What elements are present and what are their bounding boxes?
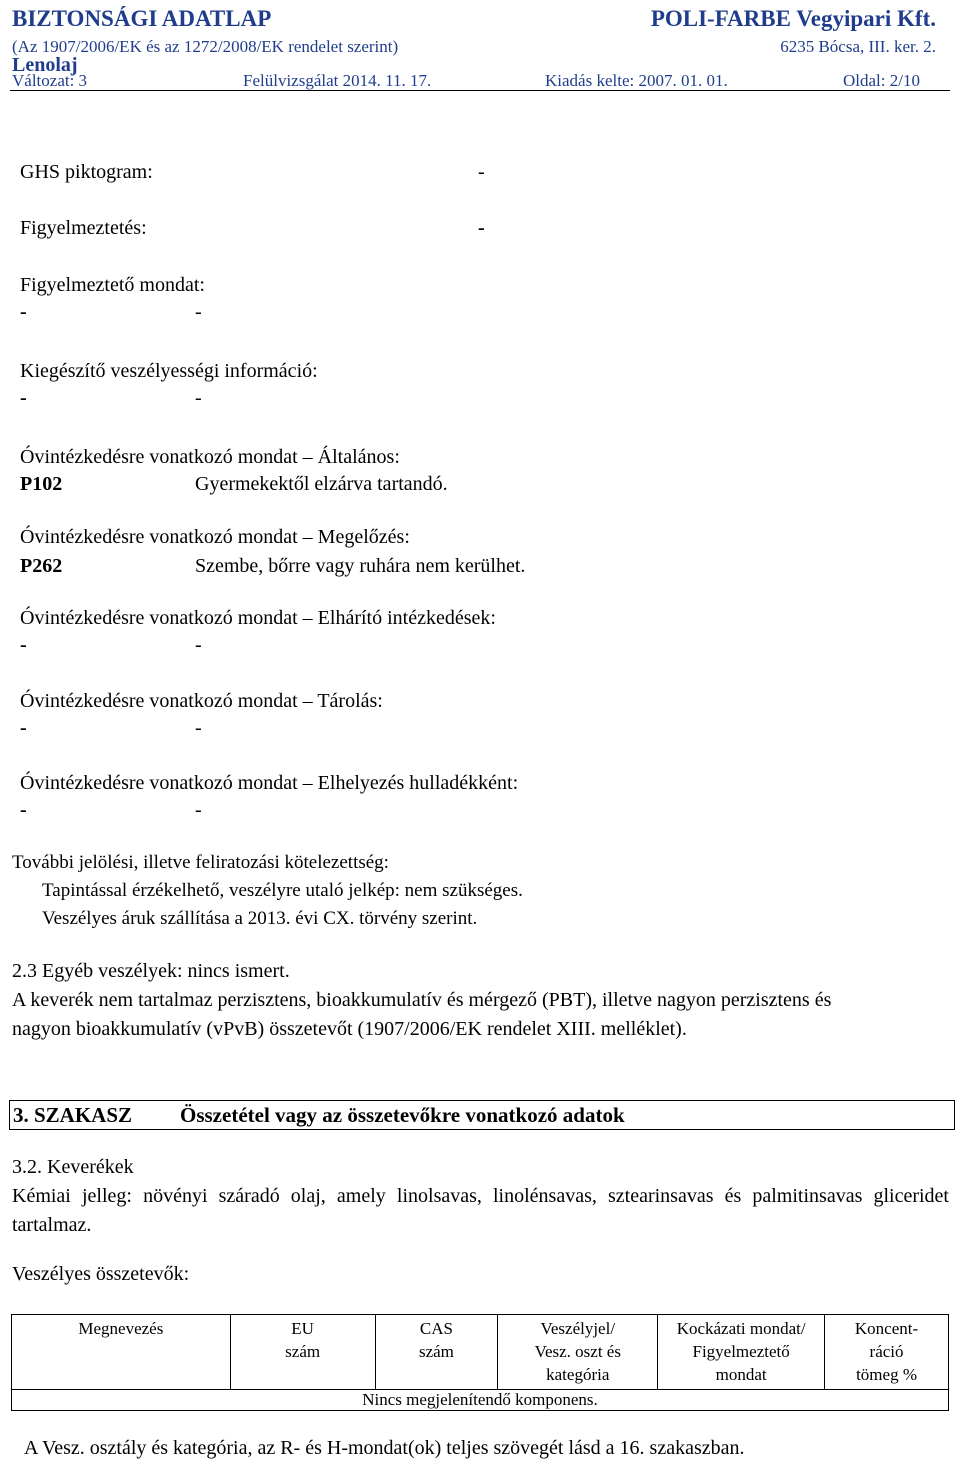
further-labelling-title: További jelölési, illetve feliratozási kötelezettség: (12, 852, 389, 873)
precaution-response-text: - (195, 634, 202, 656)
signal-word-label: Figyelmeztetés: (20, 217, 147, 239)
section-3-number: 3. SZAKASZ (13, 1103, 133, 1127)
company-name: POLI-FARBE Vegyipari Kft. (650, 6, 936, 31)
precaution-general-text: Gyermekektől elzárva tartandó. (195, 473, 448, 495)
other-hazards-title: 2.3 Egyéb veszélyek: nincs ismert. (12, 960, 290, 982)
document-title: BIZTONSÁGI ADATLAP (12, 6, 272, 31)
pbt-vpvb-statement: A keverék nem tartalmaz perzisztens, bioakkumulatív és mérgező (PBT), illetve nagyon perzisztens és nagyon bioakkumulatív (vPvB) összetevőt (1907/2006/EK rendelet XIII. melléklet). (12, 989, 832, 1040)
precaution-general-label: Óvintézkedésre vonatkozó mondat – Általános: (20, 446, 400, 468)
precaution-storage-label: Óvintézkedésre vonatkozó mondat – Tárolás: (20, 690, 383, 712)
section-3-title: Összetétel vagy az összetevőkre vonatkozó adatok (180, 1103, 625, 1127)
hazard-statement-label: Figyelmeztető mondat: (20, 274, 205, 296)
company-address: 6235 Bócsa, III. ker. 2. (780, 37, 936, 56)
table-row (12, 1389, 949, 1410)
precaution-storage-code: - (20, 717, 27, 739)
col-header-risk-phrase: Kockázati mondat/ Figyelmeztető mondat (658, 1315, 825, 1390)
supplemental-info-label: Kiegészítő veszélyességi információ: (20, 360, 318, 382)
further-labelling-line-1: Tapintással érzékelhető, veszélyre utaló jelkép: nem szükséges. (42, 880, 523, 901)
col-header-cas-number: CAS szám (375, 1315, 498, 1390)
supplemental-info-text: - (195, 387, 202, 409)
col-header-hazard-class: Veszélyjel/ Vesz. oszt és kategória (498, 1315, 658, 1390)
header-divider (10, 90, 950, 91)
hazardous-components-label: Veszélyes összetevők: (12, 1263, 190, 1285)
components-table (11, 1314, 949, 1411)
precaution-prevention-text: Szembe, bőrre vagy ruhára nem kerülhet. (195, 555, 526, 577)
section-16-reference: A Vesz. osztály és kategória, az R- és H-mondat(ok) teljes szövegét lásd a 16. szakaszban. (24, 1437, 745, 1459)
hazard-statement-code: - (20, 301, 27, 323)
precaution-storage-text: - (195, 717, 202, 739)
precaution-disposal-label: Óvintézkedésre vonatkozó mondat – Elhelyezés hulladékként: (20, 772, 519, 794)
further-labelling-line-2: Veszélyes áruk szállítása a 2013. évi CX. törvény szerint. (42, 908, 478, 929)
chemical-characterization: Kémiai jelleg: növényi száradó olaj, amely linolsavas, linolénsavas, sztearinsavas és palmitinsavas gliceridet tartalmaz. (12, 1185, 949, 1236)
precaution-disposal-code: - (20, 799, 27, 821)
col-header-concentration: Koncent- ráció tömeg % (825, 1315, 949, 1390)
col-header-name: Megnevezés (12, 1315, 231, 1390)
precaution-prevention-label: Óvintézkedésre vonatkozó mondat – Megelőzés: (20, 526, 410, 548)
product-name: Lenolaj (12, 54, 78, 76)
issue-date: Kiadás kelte: 2007. 01. 01. (545, 71, 728, 90)
precaution-response-code: - (20, 634, 27, 656)
no-components-note: Nincs megjelenítendő komponens. (12, 1389, 949, 1410)
hazard-statement-text: - (195, 301, 202, 323)
signal-word-value: - (478, 217, 485, 239)
version: Változat: 3 (12, 71, 88, 90)
revision-date: Felülvizsgálat 2014. 11. 17. (243, 71, 432, 90)
precaution-general-code: P102 (20, 473, 63, 495)
precaution-response-label: Óvintézkedésre vonatkozó mondat – Elhárító intézkedések: (20, 607, 496, 629)
ghs-pictogram-value: - (478, 161, 485, 183)
table-header-row (12, 1315, 949, 1390)
mixtures-subtitle: 3.2. Keverékek (12, 1156, 134, 1178)
section-3-heading (9, 1100, 955, 1130)
col-header-eu-number: EU szám (230, 1315, 375, 1390)
ghs-pictogram-label: GHS piktogram: (20, 161, 153, 183)
page-number: Oldal: 2/10 (843, 71, 920, 90)
precaution-disposal-text: - (195, 799, 202, 821)
precaution-prevention-code: P262 (20, 555, 63, 577)
supplemental-info-code: - (20, 387, 27, 409)
regulation-note: (Az 1907/2006/EK és az 1272/2008/EK rendelet szerint) (12, 37, 399, 56)
